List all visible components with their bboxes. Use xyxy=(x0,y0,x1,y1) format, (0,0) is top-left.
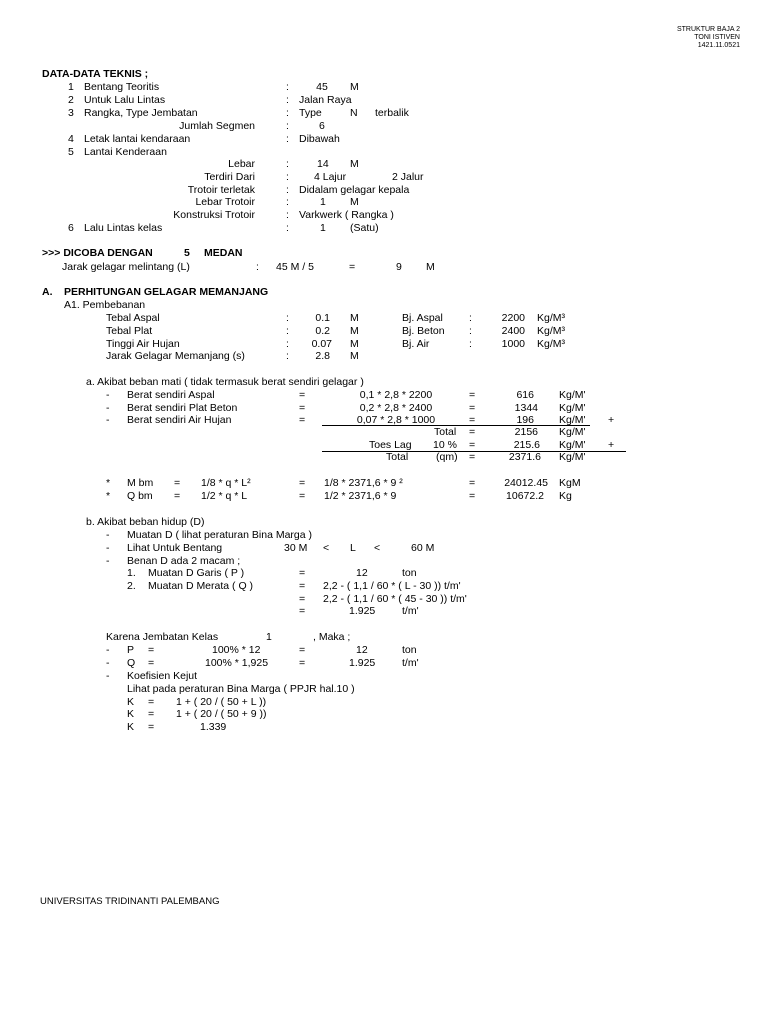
equals: = xyxy=(469,439,476,451)
mbm-value: 24012.45 xyxy=(504,477,548,489)
dash: - xyxy=(106,670,110,682)
param-unit: M xyxy=(350,325,359,337)
k-result: 1.339 xyxy=(200,721,227,733)
dash: - xyxy=(106,657,110,669)
toes-lag-value: 215.6 xyxy=(513,439,540,451)
row-value: Didalam gelagar kepala xyxy=(299,184,410,196)
total-label: Total xyxy=(386,451,409,463)
colon: : xyxy=(286,133,289,145)
total-unit: Kg/M' xyxy=(559,451,586,463)
jarak-unit: M xyxy=(426,261,435,273)
p-unit: ton xyxy=(402,644,417,656)
bj-value: 2200 xyxy=(501,312,525,324)
calc-value: 196 xyxy=(516,414,534,426)
row-number: 2 xyxy=(68,94,74,106)
line-text: Muatan D ( lihat peraturan Bina Marga ) xyxy=(127,529,313,541)
qbm-value: 10672.2 xyxy=(506,490,544,502)
jarak-value: 9 xyxy=(396,261,402,273)
param-label: Tinggi Air Hujan xyxy=(106,338,180,350)
qbm-expr: 1/2 * 2371,6 * 9 xyxy=(324,490,397,502)
row-label: Bentang Teoritis xyxy=(84,81,160,93)
dash: - xyxy=(106,389,110,401)
q-value: 1.925 xyxy=(349,657,376,669)
equals: = xyxy=(299,644,306,656)
qbm-unit: Kg xyxy=(559,490,572,502)
jarak-label: Jarak gelagar melintang (L) xyxy=(62,261,190,273)
row-value: 4 Lajur xyxy=(314,171,347,183)
q-label: Q xyxy=(127,657,136,669)
kelas-maka: , Maka ; xyxy=(313,631,351,643)
calc-label: Berat sendiri Aspal xyxy=(127,389,215,401)
calc-expr: 0,1 * 2,8 * 2200 xyxy=(359,389,433,401)
row-unit: M xyxy=(350,196,359,208)
section-title: PERHITUNGAN GELAGAR MEMANJANG xyxy=(64,286,269,298)
toes-lag-label: Toes Lag xyxy=(369,439,412,451)
equals: = xyxy=(299,657,306,669)
equals: = xyxy=(148,708,155,720)
param-label: Tebal Aspal xyxy=(106,312,160,324)
param-value: 0.1 xyxy=(315,312,330,324)
row-value: Type xyxy=(299,107,322,119)
equals: = xyxy=(299,414,306,426)
dash: - xyxy=(106,542,110,554)
beban-hidup-title: b. Akibat beban hidup (D) xyxy=(86,516,205,528)
kelas-text: Karena Jembatan Kelas xyxy=(106,631,219,643)
total-label: Total xyxy=(434,426,457,438)
equals: = xyxy=(469,402,476,414)
row-value: 1 xyxy=(320,196,326,208)
row-unit: M xyxy=(350,81,359,93)
colon: : xyxy=(286,171,289,183)
row-value: 6 xyxy=(319,120,325,132)
row-label: Lebar Trotoir xyxy=(195,196,255,208)
p-value: 12 xyxy=(356,644,368,656)
equals: = xyxy=(174,477,181,489)
row-label: Lantai Kenderaan xyxy=(84,146,167,158)
row-number: 3 xyxy=(68,107,74,119)
header-course: STRUKTUR BAJA 2 xyxy=(676,26,740,33)
line-text: Koefisien Kejut xyxy=(127,670,198,682)
mbm-expr: 1/8 * 2371,6 * 9 ² xyxy=(324,477,403,489)
colon: : xyxy=(286,81,289,93)
row-label: Terdiri Dari xyxy=(204,171,255,183)
bj-label: Bj. Air xyxy=(402,338,430,350)
colon: : xyxy=(286,107,289,119)
bj-unit: Kg/M³ xyxy=(537,312,566,324)
calc-value: 1344 xyxy=(514,402,538,414)
row-value: 1 xyxy=(320,222,326,234)
param-unit: M xyxy=(350,350,359,362)
less-than: < xyxy=(374,542,381,554)
row-value-2: (Satu) xyxy=(350,222,379,234)
line-unit: t/m' xyxy=(402,605,419,617)
row-value: Jalan Raya xyxy=(299,94,352,106)
k-label: K xyxy=(127,696,135,708)
dash: - xyxy=(106,555,110,567)
subsection-title: A1. Pembebanan xyxy=(64,299,146,311)
qbm-formula: 1/2 * q * L xyxy=(201,490,248,502)
line-text: Benan D ada 2 macam ; xyxy=(127,555,241,567)
row-value-3: terbalik xyxy=(375,107,409,119)
line-value: 12 xyxy=(356,567,368,579)
line-text: Lihat Untuk Bentang xyxy=(127,542,223,554)
total-value: 2156 xyxy=(514,426,538,438)
param-unit: M xyxy=(350,312,359,324)
colon: : xyxy=(469,338,472,350)
equals: = xyxy=(299,402,306,414)
k-expr: 1 + ( 20 / ( 50 + 9 )) xyxy=(176,708,267,720)
total-value: 2371.6 xyxy=(508,451,541,463)
data-teknis-title: DATA-DATA TEKNIS ; xyxy=(42,68,149,80)
calc-label: Berat sendiri Air Hujan xyxy=(127,414,232,426)
param-label: Jarak Gelagar Memanjang (s) xyxy=(106,350,245,362)
param-value: 2.8 xyxy=(315,350,330,362)
calc-unit: Kg/M' xyxy=(559,402,586,414)
equals: = xyxy=(469,414,476,426)
beban-mati-title: a. Akibat beban mati ( tidak termasuk berat sendiri gelagar ) xyxy=(86,376,364,388)
row-value: Varkwerk ( Rangka ) xyxy=(299,209,394,221)
equals: = xyxy=(299,593,306,605)
row-value: 45 xyxy=(316,81,328,93)
header-nim: 1421.11.0521 xyxy=(697,42,740,49)
item-number: 2. xyxy=(127,580,136,592)
equals: = xyxy=(299,567,306,579)
k-label: K xyxy=(127,721,135,733)
bj-label: Bj. Aspal xyxy=(402,312,443,324)
equals: = xyxy=(299,580,306,592)
toes-lag-unit: Kg/M' xyxy=(559,439,586,451)
footer-university: UNIVERSITAS TRIDINANTI PALEMBANG xyxy=(40,896,220,907)
mbm-formula: 1/8 * q * L² xyxy=(201,477,251,489)
row-value: Dibawah xyxy=(299,133,340,145)
colon: : xyxy=(286,209,289,221)
colon: : xyxy=(286,222,289,234)
less-than: < xyxy=(323,542,330,554)
row-value-2: N xyxy=(350,107,358,119)
param-value: 0.07 xyxy=(311,338,332,350)
colon: : xyxy=(286,196,289,208)
equals: = xyxy=(469,490,476,502)
p-expr: 100% * 12 xyxy=(212,644,261,656)
dash: - xyxy=(106,529,110,541)
colon: : xyxy=(286,325,289,337)
bj-label: Bj. Beton xyxy=(402,325,445,337)
item-number: 1. xyxy=(127,567,136,579)
colon: : xyxy=(469,312,472,324)
calc-unit: Kg/M' xyxy=(559,389,586,401)
row-label: Trotoir terletak xyxy=(187,184,255,196)
colon: : xyxy=(286,338,289,350)
colon: : xyxy=(286,94,289,106)
span-min: 30 M xyxy=(284,542,308,554)
q-expr: 100% * 1,925 xyxy=(205,657,269,669)
row-value-2: 2 Jalur xyxy=(392,171,424,183)
colon: : xyxy=(286,120,289,132)
mbm-label: M bm xyxy=(127,477,154,489)
calc-value: 616 xyxy=(516,389,534,401)
equals: = xyxy=(299,605,306,617)
colon: : xyxy=(286,184,289,196)
line-unit: ton xyxy=(402,567,417,579)
p-label: P xyxy=(127,644,135,656)
row-number: 5 xyxy=(68,146,74,158)
row-unit: M xyxy=(350,158,359,170)
row-label: Untuk Lalu Lintas xyxy=(84,94,166,106)
k-label: K xyxy=(127,708,135,720)
span-max: 60 M xyxy=(411,542,435,554)
dash: - xyxy=(106,644,110,656)
param-unit: M xyxy=(350,338,359,350)
line-text: Muatan D Merata ( Q ) xyxy=(148,580,254,592)
colon: : xyxy=(286,312,289,324)
equals: = xyxy=(148,721,155,733)
dash: - xyxy=(106,414,110,426)
total-unit: Kg/M' xyxy=(559,426,586,438)
kelas-number: 1 xyxy=(266,631,272,643)
bullet-star: * xyxy=(106,477,111,489)
equals: = xyxy=(299,490,306,502)
calc-expr: 0,2 * 2,8 * 2400 xyxy=(359,402,433,414)
equals: = xyxy=(148,644,155,656)
line-text: Lihat pada peraturan Bina Marga ( PPJR hal.10 ) xyxy=(127,683,355,695)
dash: - xyxy=(106,402,110,414)
bullet-star: * xyxy=(106,490,111,502)
equals: = xyxy=(174,490,181,502)
qm-label: (qm) xyxy=(436,451,458,463)
equals: = xyxy=(148,696,155,708)
header-name: TONI ISTIVEN xyxy=(694,34,740,41)
equals: = xyxy=(469,451,476,463)
calc-unit: Kg/M' xyxy=(559,414,586,426)
row-label: Lebar xyxy=(228,158,255,170)
row-number: 4 xyxy=(68,133,74,145)
colon: : xyxy=(469,325,472,337)
dicoba-label: >>> DICOBA DENGAN xyxy=(42,247,153,259)
line-value: 1.925 xyxy=(349,605,376,617)
param-value: 0.2 xyxy=(315,325,330,337)
row-label: Letak lantai kendaraan xyxy=(84,133,191,145)
colon: : xyxy=(286,350,289,362)
equals: = xyxy=(469,389,476,401)
equals: = xyxy=(148,657,155,669)
section-letter: A. xyxy=(42,286,53,298)
line-text: Muatan D Garis ( P ) xyxy=(148,567,245,579)
toes-lag-percent: 10 % xyxy=(433,439,457,451)
dicoba-count: 5 xyxy=(184,247,190,259)
row-label: Lalu Lintas kelas xyxy=(84,222,163,234)
line-expr: 2,2 - ( 1,1 / 60 * ( 45 - 30 )) t/m' xyxy=(323,593,467,605)
equals: = xyxy=(299,477,306,489)
bj-value: 1000 xyxy=(501,338,525,350)
bj-unit: Kg/M³ xyxy=(537,325,566,337)
jarak-expr: 45 M / 5 xyxy=(276,261,314,273)
line-expr: 2,2 - ( 1,1 / 60 * ( L - 30 )) t/m' xyxy=(323,580,461,592)
plus-sign: + xyxy=(608,439,615,451)
row-label: Rangka, Type Jembatan xyxy=(84,107,198,119)
colon: : xyxy=(286,158,289,170)
calc-expr: 0,07 * 2,8 * 1000 xyxy=(356,414,436,426)
equals: = xyxy=(349,261,356,273)
qbm-label: Q bm xyxy=(127,490,153,502)
dicoba-unit: MEDAN xyxy=(204,247,243,259)
equals: = xyxy=(469,426,476,438)
row-label: Konstruksi Trotoir xyxy=(173,209,255,221)
row-number: 1 xyxy=(68,81,74,93)
bj-value: 2400 xyxy=(501,325,525,337)
colon: : xyxy=(256,261,259,273)
k-expr: 1 + ( 20 / ( 50 + L )) xyxy=(176,696,267,708)
equals: = xyxy=(299,389,306,401)
param-label: Tebal Plat xyxy=(106,325,153,337)
equals: = xyxy=(469,477,476,489)
row-number: 6 xyxy=(68,222,74,234)
row-label: Jumlah Segmen xyxy=(179,120,255,132)
q-unit: t/m' xyxy=(402,657,419,669)
calc-label: Berat sendiri Plat Beton xyxy=(127,402,238,414)
plus-sign: + xyxy=(608,414,615,426)
bj-unit: Kg/M³ xyxy=(537,338,566,350)
span-var: L xyxy=(350,542,356,554)
mbm-unit: KgM xyxy=(559,477,581,489)
row-value: 14 xyxy=(317,158,329,170)
